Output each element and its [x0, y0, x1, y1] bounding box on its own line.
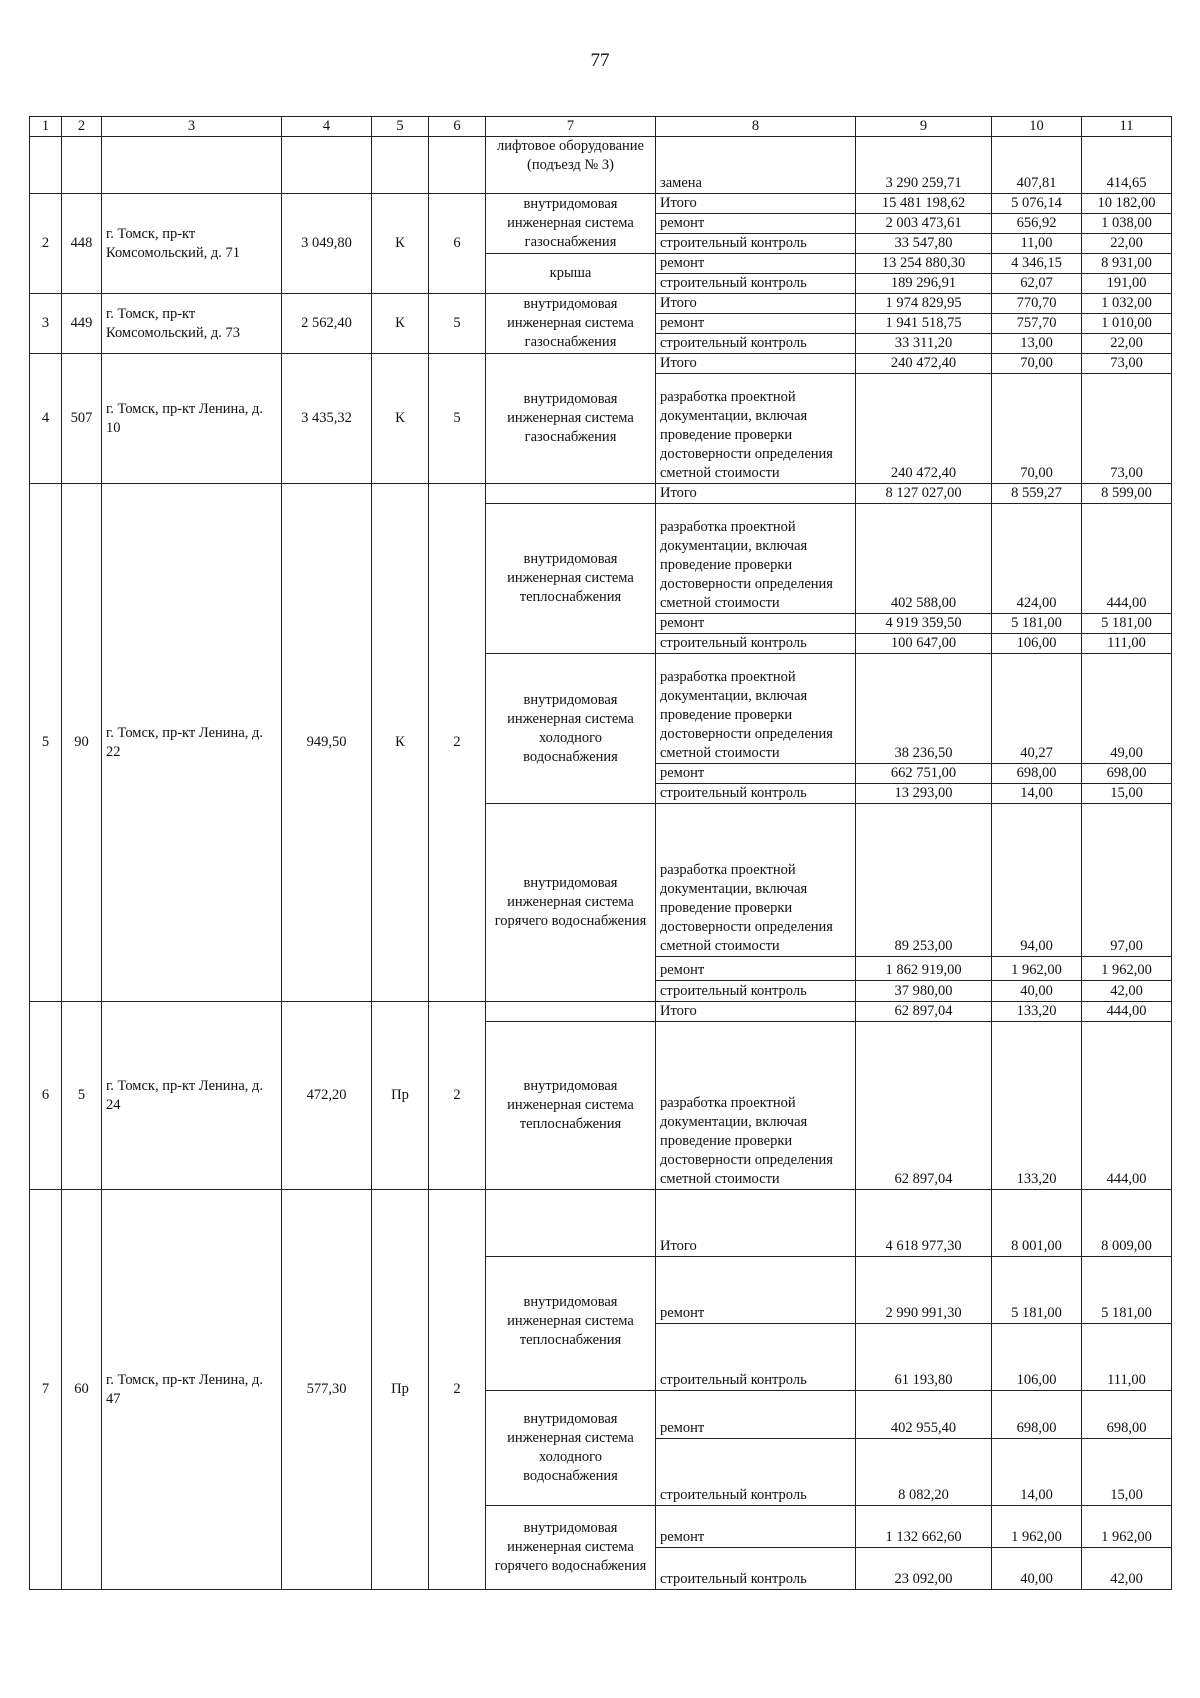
cost-cell: 240 472,40 — [856, 374, 992, 484]
work-type-cell: ремонт — [656, 314, 856, 334]
cost-cell: 1 974 829,95 — [856, 294, 992, 314]
unit-cost-cell: 1 962,00 — [992, 1506, 1082, 1548]
work-type-cell: Итого — [656, 1190, 856, 1257]
cost-cell: 402 955,40 — [856, 1391, 992, 1439]
limit-cost-cell: 49,00 — [1082, 654, 1172, 764]
house-code: 449 — [62, 294, 102, 354]
unit-cost-cell: 698,00 — [992, 764, 1082, 784]
cost-cell: 2 990 991,30 — [856, 1257, 992, 1324]
header-cell: 2 — [62, 117, 102, 137]
cost-cell: 402 588,00 — [856, 504, 992, 614]
work-kind-cell: крыша — [486, 254, 656, 294]
unit-cost-cell: 5 181,00 — [992, 1257, 1082, 1324]
limit-cost-cell: 1 038,00 — [1082, 214, 1172, 234]
work-type-cell: ремонт — [656, 1391, 856, 1439]
unit-cost-cell: 5 076,14 — [992, 194, 1082, 214]
limit-cost-cell: 111,00 — [1082, 1324, 1172, 1391]
address-cell: г. Томск, пр-кт Комсомольский, д. 73 — [102, 294, 282, 354]
unit-cost-cell: 698,00 — [992, 1391, 1082, 1439]
house-code: 5 — [62, 1002, 102, 1190]
work-type-cell: ремонт — [656, 214, 856, 234]
cost-cell: 62 897,04 — [856, 1002, 992, 1022]
cost-cell: 37 980,00 — [856, 981, 992, 1002]
limit-cost-cell: 42,00 — [1082, 1548, 1172, 1590]
unit-cost-cell: 770,70 — [992, 294, 1082, 314]
limit-cost-cell: 42,00 — [1082, 981, 1172, 1002]
work-type-cell: строительный контроль — [656, 981, 856, 1002]
work-kind-cell: внутридомовая инженерная система холодного водоснабжения — [486, 654, 656, 804]
row-number: 2 — [30, 194, 62, 294]
empty-cell — [486, 1002, 656, 1022]
unit-cost-cell: 106,00 — [992, 1324, 1082, 1391]
repair-program-table — [29, 116, 1172, 1590]
count-cell: 6 — [429, 194, 486, 294]
limit-cost-cell: 8 599,00 — [1082, 484, 1172, 504]
limit-cost-cell: 15,00 — [1082, 1439, 1172, 1506]
count-cell: 2 — [429, 484, 486, 1002]
method-cell: К — [372, 294, 429, 354]
work-kind-cell: внутридомовая инженерная система теплоснабжения — [486, 1257, 656, 1391]
house-code: 60 — [62, 1190, 102, 1590]
unit-cost-cell: 8 001,00 — [992, 1190, 1082, 1257]
column-number-header — [30, 117, 1172, 137]
table-row — [30, 1002, 1172, 1022]
work-kind-cell: внутридомовая инженерная система газоснабжения — [486, 194, 656, 254]
cost-cell: 13 293,00 — [856, 784, 992, 804]
area-cell: 3 049,80 — [282, 194, 372, 294]
address-cell: г. Томск, пр-кт Комсомольский, д. 71 — [102, 194, 282, 294]
work-type-cell: разработка проектной документации, включая проведение проверки достоверности определения сметной стоимости — [656, 654, 856, 764]
empty-cell — [486, 1190, 656, 1257]
cost-cell: 1 941 518,75 — [856, 314, 992, 334]
unit-cost-cell: 13,00 — [992, 334, 1082, 354]
header-cell: 7 — [486, 117, 656, 137]
count-cell: 2 — [429, 1002, 486, 1190]
row-number: 5 — [30, 484, 62, 1002]
table-row — [30, 194, 1172, 214]
area-cell: 472,20 — [282, 1002, 372, 1190]
limit-cost-cell: 22,00 — [1082, 234, 1172, 254]
cost-cell: 38 236,50 — [856, 654, 992, 764]
table-row — [30, 137, 1172, 194]
work-type-cell: Итого — [656, 194, 856, 214]
limit-cost-cell: 444,00 — [1082, 504, 1172, 614]
work-kind-cell: внутридомовая инженерная система газоснабжения — [486, 294, 656, 354]
header-cell: 1 — [30, 117, 62, 137]
cost-cell: 8 127 027,00 — [856, 484, 992, 504]
cost-cell: 240 472,40 — [856, 354, 992, 374]
limit-cost-cell: 414,65 — [1082, 137, 1172, 194]
limit-cost-cell: 97,00 — [1082, 804, 1172, 957]
cost-cell: 33 311,20 — [856, 334, 992, 354]
header-cell: 10 — [992, 117, 1082, 137]
unit-cost-cell: 40,00 — [992, 1548, 1082, 1590]
cost-cell: 4 919 359,50 — [856, 614, 992, 634]
address-cell: г. Томск, пр-кт Ленина, д. 22 — [102, 484, 282, 1002]
limit-cost-cell: 698,00 — [1082, 764, 1172, 784]
unit-cost-cell: 40,00 — [992, 981, 1082, 1002]
work-type-cell: разработка проектной документации, включая проведение проверки достоверности определения сметной стоимости — [656, 804, 856, 957]
cost-cell: 1 132 662,60 — [856, 1506, 992, 1548]
work-type-cell: замена — [656, 137, 856, 194]
work-kind-cell: внутридомовая инженерная система горячего водоснабжения — [486, 1506, 656, 1590]
header-cell: 11 — [1082, 117, 1172, 137]
area-cell: 2 562,40 — [282, 294, 372, 354]
work-type-cell: строительный контроль — [656, 634, 856, 654]
cost-cell: 33 547,80 — [856, 234, 992, 254]
work-type-cell: Итого — [656, 354, 856, 374]
work-kind-cell: внутридомовая инженерная система холодного водоснабжения — [486, 1391, 656, 1506]
work-type-cell: строительный контроль — [656, 234, 856, 254]
cost-cell: 4 618 977,30 — [856, 1190, 992, 1257]
limit-cost-cell: 22,00 — [1082, 334, 1172, 354]
limit-cost-cell: 444,00 — [1082, 1002, 1172, 1022]
empty-cell — [486, 484, 656, 504]
work-type-cell: ремонт — [656, 614, 856, 634]
cost-cell: 662 751,00 — [856, 764, 992, 784]
work-type-cell: разработка проектной документации, включая проведение проверки достоверности определения сметной стоимости — [656, 1022, 856, 1190]
table-row — [30, 1190, 1172, 1257]
work-kind-cell: внутридомовая инженерная система газоснабжения — [486, 354, 656, 484]
unit-cost-cell: 106,00 — [992, 634, 1082, 654]
limit-cost-cell: 5 181,00 — [1082, 1257, 1172, 1324]
work-type-cell: строительный контроль — [656, 784, 856, 804]
header-cell: 8 — [656, 117, 856, 137]
unit-cost-cell: 94,00 — [992, 804, 1082, 957]
work-kind-cell: внутридомовая инженерная система горячего водоснабжения — [486, 804, 656, 1002]
unit-cost-cell: 14,00 — [992, 1439, 1082, 1506]
work-type-cell: ремонт — [656, 1506, 856, 1548]
area-cell: 577,30 — [282, 1190, 372, 1590]
unit-cost-cell: 70,00 — [992, 374, 1082, 484]
unit-cost-cell: 70,00 — [992, 354, 1082, 374]
cost-cell: 1 862 919,00 — [856, 957, 992, 981]
header-cell: 4 — [282, 117, 372, 137]
area-cell: 949,50 — [282, 484, 372, 1002]
row-number: 3 — [30, 294, 62, 354]
limit-cost-cell: 5 181,00 — [1082, 614, 1172, 634]
house-code: 448 — [62, 194, 102, 294]
page-number: 77 — [590, 50, 610, 71]
cost-cell: 2 003 473,61 — [856, 214, 992, 234]
work-type-cell: строительный контроль — [656, 1324, 856, 1391]
limit-cost-cell: 10 182,00 — [1082, 194, 1172, 214]
limit-cost-cell: 73,00 — [1082, 374, 1172, 484]
address-cell: г. Томск, пр-кт Ленина, д. 24 — [102, 1002, 282, 1190]
cost-cell: 189 296,91 — [856, 274, 992, 294]
cost-cell: 8 082,20 — [856, 1439, 992, 1506]
limit-cost-cell: 73,00 — [1082, 354, 1172, 374]
cost-cell: 23 092,00 — [856, 1548, 992, 1590]
work-type-cell: строительный контроль — [656, 274, 856, 294]
work-kind-cell: внутридомовая инженерная система теплоснабжения — [486, 504, 656, 654]
header-cell: 9 — [856, 117, 992, 137]
unit-cost-cell: 62,07 — [992, 274, 1082, 294]
header-cell: 3 — [102, 117, 282, 137]
unit-cost-cell: 4 346,15 — [992, 254, 1082, 274]
work-type-cell: Итого — [656, 294, 856, 314]
limit-cost-cell: 1 010,00 — [1082, 314, 1172, 334]
method-cell: К — [372, 354, 429, 484]
limit-cost-cell: 8 931,00 — [1082, 254, 1172, 274]
work-type-cell: разработка проектной документации, включая проведение проверки достоверности определения сметной стоимости — [656, 504, 856, 614]
table-row — [30, 294, 1172, 314]
house-code: 507 — [62, 354, 102, 484]
work-type-cell: ремонт — [656, 1257, 856, 1324]
unit-cost-cell: 14,00 — [992, 784, 1082, 804]
work-type-cell: Итого — [656, 484, 856, 504]
count-cell: 2 — [429, 1190, 486, 1590]
work-type-cell: строительный контроль — [656, 1439, 856, 1506]
unit-cost-cell: 133,20 — [992, 1022, 1082, 1190]
table-row — [30, 484, 1172, 504]
work-type-cell: строительный контроль — [656, 1548, 856, 1590]
unit-cost-cell: 5 181,00 — [992, 614, 1082, 634]
work-type-cell: ремонт — [656, 957, 856, 981]
unit-cost-cell: 424,00 — [992, 504, 1082, 614]
limit-cost-cell: 1 962,00 — [1082, 1506, 1172, 1548]
method-cell: К — [372, 194, 429, 294]
method-cell: Пр — [372, 1190, 429, 1590]
header-cell: 5 — [372, 117, 429, 137]
work-type-cell: разработка проектной документации, включая проведение проверки достоверности определения сметной стоимости — [656, 374, 856, 484]
work-kind-cell: лифтовое оборудование (подъезд № 3) — [486, 137, 656, 194]
unit-cost-cell: 407,81 — [992, 137, 1082, 194]
work-type-cell: строительный контроль — [656, 334, 856, 354]
limit-cost-cell: 1 962,00 — [1082, 957, 1172, 981]
work-type-cell: ремонт — [656, 764, 856, 784]
row-number: 4 — [30, 354, 62, 484]
method-cell: К — [372, 484, 429, 1002]
method-cell: Пр — [372, 1002, 429, 1190]
cost-cell: 15 481 198,62 — [856, 194, 992, 214]
limit-cost-cell: 111,00 — [1082, 634, 1172, 654]
unit-cost-cell: 40,27 — [992, 654, 1082, 764]
area-cell: 3 435,32 — [282, 354, 372, 484]
count-cell: 5 — [429, 294, 486, 354]
work-type-cell: Итого — [656, 1002, 856, 1022]
limit-cost-cell: 1 032,00 — [1082, 294, 1172, 314]
limit-cost-cell: 8 009,00 — [1082, 1190, 1172, 1257]
cost-cell: 100 647,00 — [856, 634, 992, 654]
cost-cell: 61 193,80 — [856, 1324, 992, 1391]
header-cell: 6 — [429, 117, 486, 137]
house-code: 90 — [62, 484, 102, 1002]
cost-cell: 13 254 880,30 — [856, 254, 992, 274]
unit-cost-cell: 757,70 — [992, 314, 1082, 334]
row-number: 6 — [30, 1002, 62, 1190]
cost-cell: 62 897,04 — [856, 1022, 992, 1190]
cost-cell: 3 290 259,71 — [856, 137, 992, 194]
work-kind-cell: внутридомовая инженерная система теплоснабжения — [486, 1022, 656, 1190]
limit-cost-cell: 191,00 — [1082, 274, 1172, 294]
unit-cost-cell: 656,92 — [992, 214, 1082, 234]
unit-cost-cell: 8 559,27 — [992, 484, 1082, 504]
limit-cost-cell: 698,00 — [1082, 1391, 1172, 1439]
limit-cost-cell: 444,00 — [1082, 1022, 1172, 1190]
table-row — [30, 354, 1172, 374]
unit-cost-cell: 133,20 — [992, 1002, 1082, 1022]
cost-cell: 89 253,00 — [856, 804, 992, 957]
unit-cost-cell: 11,00 — [992, 234, 1082, 254]
unit-cost-cell: 1 962,00 — [992, 957, 1082, 981]
limit-cost-cell: 15,00 — [1082, 784, 1172, 804]
work-type-cell: ремонт — [656, 254, 856, 274]
row-number: 7 — [30, 1190, 62, 1590]
address-cell: г. Томск, пр-кт Ленина, д. 10 — [102, 354, 282, 484]
address-cell: г. Томск, пр-кт Ленина, д. 47 — [102, 1190, 282, 1590]
count-cell: 5 — [429, 354, 486, 484]
